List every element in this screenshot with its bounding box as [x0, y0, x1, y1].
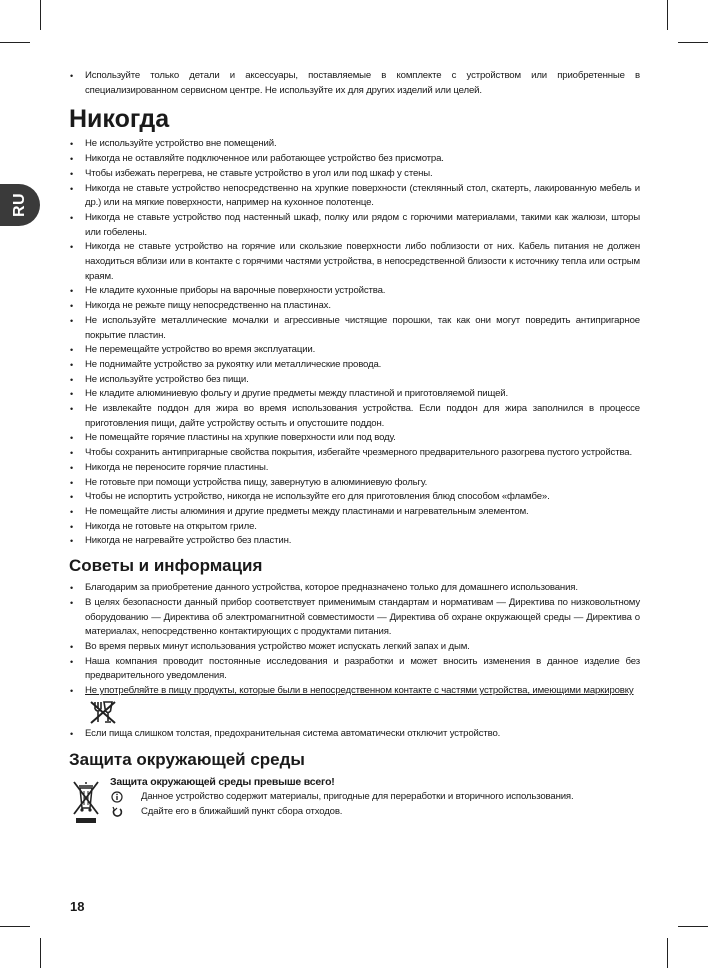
list-item: • Никогда не ставьте устройство на горячие или скользкие поверхности либо поблизости от них. Кабель питания не должен находиться вблизи или в контакте с горячими частями устройства, в непосредственной близости к источнику тепла или острым краям. [70, 240, 640, 284]
tips-list-end [70, 727, 640, 742]
list-item: • Никогда не нагревайте устройство без пластин. [70, 534, 640, 549]
crop-mark [678, 926, 708, 927]
list-item: • Не извлекайте поддон для жира во время использования устройства. Если поддон для жира заполнился в процессе приготовления пищи, дайте устройству остыть и опустошите поддон. [70, 402, 640, 431]
list-item: • Никогда не оставляйте подключенное или работающее устройство без присмотра. [70, 152, 640, 167]
list-item [70, 684, 640, 699]
list-item: • Чтобы сохранить антипригарные свойства покрытия, избегайте чрезмерного предварительного разогрева пустого устройства. [70, 446, 640, 461]
environment-heading: Защита окружающей среды [69, 750, 305, 770]
marking-warning-text: Не употребляйте в пищу продукты, которые были в непосредственном контакте с частями устройства, имеющими маркировку [85, 685, 634, 697]
environment-line-1: Данное устройство содержит материалы, пригодные для переработки и вторичного использования. [141, 791, 574, 803]
tips-heading: Советы и информация [69, 556, 263, 576]
environment-row-1 [110, 790, 574, 804]
list-item: • Не поднимайте устройство за рукоятку или металлические провода. [70, 358, 640, 373]
crop-mark [667, 0, 668, 30]
list-item: • Чтобы избежать перегрева, не ставьте устройство в угол или под шкаф у стены. [70, 167, 640, 182]
list-item: • Наша компания проводит постоянные исследования и разработки и может вносить изменения в данное изделие без предварительного уведомления. [70, 655, 640, 684]
environment-title: Защита окружающей среды превыше всего! [110, 776, 335, 789]
list-item: • Никогда не готовьте на открытом гриле. [70, 520, 640, 535]
crop-mark [40, 938, 41, 968]
list-item: • Чтобы не испортить устройство, никогда не используйте его для приготовления блюд способом «фламбе». [70, 490, 640, 505]
list-item: • В целях безопасности данный прибор соответствует применимым стандартам и нормативам — Директива по низковольтному оборудованию — Директива об электромагнитной совместимости — Директива об охране окружающей среды — Директива о материалах, непосредственно контактирующих с продуктами питания. [70, 596, 640, 640]
recycle-icon [110, 806, 124, 818]
environment-block [70, 775, 640, 847]
page-number: 18 [70, 899, 85, 914]
environment-line-2: Сдайте его в ближайший пункт сбора отходов. [141, 806, 343, 818]
list-item: • Не кладите кухонные приборы на варочные поверхности устройства. [70, 284, 640, 299]
list-item: • Не помещайте листы алюминия и другие предметы между пластинами и нагревательным элементом. [70, 505, 640, 520]
list-item: • Не готовьте при помощи устройства пищу, завернутую в алюминиевую фольгу. [70, 476, 640, 491]
list-item: • Не используйте металлические мочалки и агрессивные чистящие порошки, так как они могут повредить антипригарное покрытие пластин. [70, 314, 640, 343]
crossed-fork-glass-icon [70, 699, 640, 725]
info-icon [110, 791, 124, 803]
list-item: • Никогда не режьте пищу непосредственно на пластинах. [70, 299, 640, 314]
list-item: • Не кладите алюминиевую фольгу и другие предметы между пластиной и приготовляемой пищей. [70, 387, 640, 402]
environment-row-2 [110, 805, 342, 819]
intro-list [70, 69, 640, 98]
language-code: RU [10, 192, 28, 218]
list-item: • Никогда не переносите горячие пластины. [70, 461, 640, 476]
crop-mark [0, 926, 30, 927]
never-list [70, 137, 640, 549]
list-item: • Не используйте устройство без пищи. [70, 373, 640, 388]
crop-mark [678, 42, 708, 43]
list-item: • Во время первых минут использования устройство может испускать легкий запах и дым. [70, 640, 640, 655]
crop-mark [667, 938, 668, 968]
list-item: • Никогда не ставьте устройство под настенный шкаф, полку или рядом с горючими материалами, такими как жалюзи, шторы или гобелены. [70, 211, 640, 240]
list-item: • Никогда не ставьте устройство непосредственно на хрупкие поверхности (стеклянный стол, скатерть, лакированную мебель и др.) или на мягкие поверхности, например на кухонное полотенце. [70, 182, 640, 211]
list-item: • Не помещайте горячие пластины на хрупкие поверхности или под воду. [70, 431, 640, 446]
list-item: • Используйте только детали и аксессуары, поставляемые в комплекте с устройством или приобретенные в специализированном сервисном центре. Не используйте их для других изделий или целей. [70, 69, 640, 98]
never-heading: Никогда [69, 105, 170, 134]
page-content [70, 69, 640, 847]
tips-list [70, 581, 640, 699]
crop-mark [40, 0, 41, 30]
list-item: • Не используйте устройство вне помещений. [70, 137, 640, 152]
list-item: • Благодарим за приобретение данного устройства, которое предназначено только для домашнего использования. [70, 581, 640, 596]
list-item: • Не перемещайте устройство во время эксплуатации. [70, 343, 640, 358]
language-tab [0, 184, 40, 226]
crossed-bin-icon [70, 778, 102, 824]
list-item: • Если пища слишком толстая, предохранительная система автоматически отключит устройство. [70, 727, 640, 742]
crop-mark [0, 42, 30, 43]
